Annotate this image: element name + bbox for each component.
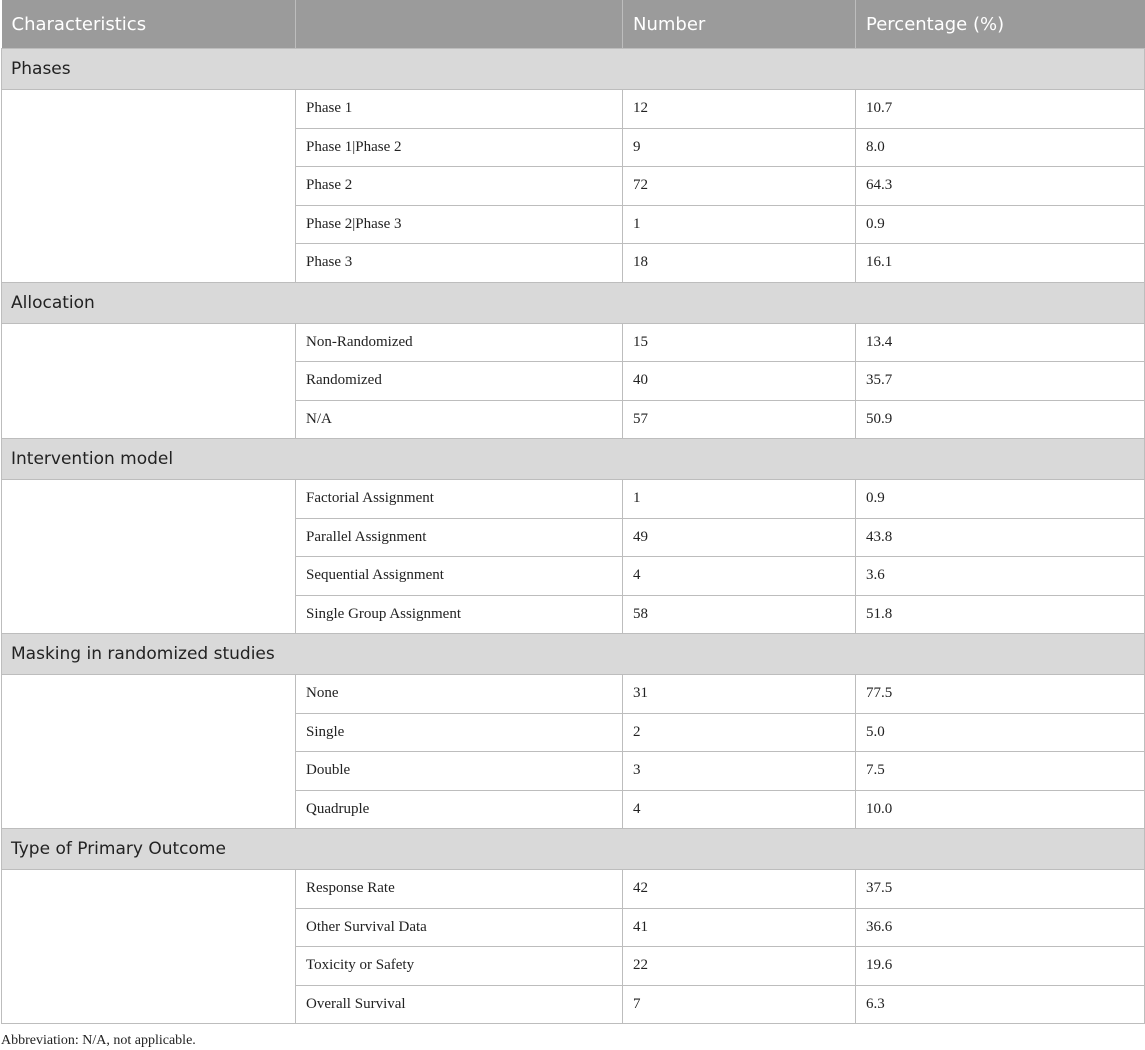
- row-number-cell: 42: [623, 870, 856, 909]
- header-subcategory: [296, 1, 623, 49]
- row-percentage-cell: 10.7: [856, 90, 1145, 129]
- table-row: [2, 675, 1145, 714]
- row-percentage-cell: 5.0: [856, 713, 1145, 752]
- row-number-cell: 40: [623, 362, 856, 401]
- row-number-cell: 18: [623, 244, 856, 283]
- row-label-cell: Other Survival Data: [296, 908, 623, 947]
- row-label-cell: Response Rate: [296, 870, 623, 909]
- group-title: Masking in randomized studies: [2, 634, 1145, 675]
- row-number-cell: 3: [623, 752, 856, 791]
- group-title: Allocation: [2, 282, 1145, 323]
- footnote: Abbreviation: N/A, not applicable.: [1, 1033, 196, 1048]
- row-percentage-cell: 43.8: [856, 518, 1145, 557]
- row-label-cell: Sequential Assignment: [296, 557, 623, 596]
- row-percentage-cell: 35.7: [856, 362, 1145, 401]
- row-number-cell: 4: [623, 790, 856, 829]
- header-characteristics: Characteristics: [2, 1, 296, 49]
- row-label-cell: Non-Randomized: [296, 323, 623, 362]
- row-percentage-cell: 16.1: [856, 244, 1145, 283]
- empty-category-cell: [2, 870, 296, 1024]
- row-percentage-cell: 3.6: [856, 557, 1145, 596]
- characteristics-table: [1, 0, 1145, 1024]
- row-label-cell: N/A: [296, 400, 623, 439]
- table-row: [2, 323, 1145, 362]
- row-percentage-cell: 36.6: [856, 908, 1145, 947]
- row-label-cell: Overall Survival: [296, 985, 623, 1024]
- row-number-cell: 9: [623, 128, 856, 167]
- table-body: [2, 49, 1145, 1024]
- header-row: [2, 1, 1145, 49]
- group-header-row: [2, 829, 1145, 870]
- row-label-cell: Randomized: [296, 362, 623, 401]
- table-row: [2, 870, 1145, 909]
- row-label-cell: None: [296, 675, 623, 714]
- row-number-cell: 57: [623, 400, 856, 439]
- header-number: Number: [623, 1, 856, 49]
- row-number-cell: 41: [623, 908, 856, 947]
- header-percentage: Percentage (%): [856, 1, 1145, 49]
- row-percentage-cell: 7.5: [856, 752, 1145, 791]
- row-number-cell: 4: [623, 557, 856, 596]
- row-label-cell: Quadruple: [296, 790, 623, 829]
- row-percentage-cell: 37.5: [856, 870, 1145, 909]
- row-percentage-cell: 19.6: [856, 947, 1145, 986]
- row-number-cell: 1: [623, 205, 856, 244]
- row-number-cell: 12: [623, 90, 856, 129]
- row-percentage-cell: 50.9: [856, 400, 1145, 439]
- row-number-cell: 49: [623, 518, 856, 557]
- row-number-cell: 2: [623, 713, 856, 752]
- row-number-cell: 7: [623, 985, 856, 1024]
- row-percentage-cell: 6.3: [856, 985, 1145, 1024]
- row-number-cell: 58: [623, 595, 856, 634]
- group-header-row: [2, 282, 1145, 323]
- row-percentage-cell: 13.4: [856, 323, 1145, 362]
- row-number-cell: 72: [623, 167, 856, 206]
- row-percentage-cell: 0.9: [856, 480, 1145, 519]
- row-percentage-cell: 0.9: [856, 205, 1145, 244]
- row-percentage-cell: 10.0: [856, 790, 1145, 829]
- row-number-cell: 1: [623, 480, 856, 519]
- row-label-cell: Phase 1: [296, 90, 623, 129]
- row-label-cell: Double: [296, 752, 623, 791]
- row-percentage-cell: 51.8: [856, 595, 1145, 634]
- empty-category-cell: [2, 90, 296, 283]
- empty-category-cell: [2, 675, 296, 829]
- row-label-cell: Phase 2: [296, 167, 623, 206]
- row-label-cell: Phase 3: [296, 244, 623, 283]
- row-percentage-cell: 77.5: [856, 675, 1145, 714]
- row-label-cell: Phase 1|Phase 2: [296, 128, 623, 167]
- row-label-cell: Single Group Assignment: [296, 595, 623, 634]
- group-header-row: [2, 439, 1145, 480]
- row-percentage-cell: 64.3: [856, 167, 1145, 206]
- group-header-row: [2, 634, 1145, 675]
- row-label-cell: Parallel Assignment: [296, 518, 623, 557]
- table-row: [2, 480, 1145, 519]
- row-label-cell: Factorial Assignment: [296, 480, 623, 519]
- empty-category-cell: [2, 323, 296, 439]
- row-label-cell: Toxicity or Safety: [296, 947, 623, 986]
- empty-category-cell: [2, 480, 296, 634]
- group-title: Phases: [2, 49, 1145, 90]
- row-percentage-cell: 8.0: [856, 128, 1145, 167]
- row-label-cell: Phase 2|Phase 3: [296, 205, 623, 244]
- table-row: [2, 90, 1145, 129]
- row-number-cell: 15: [623, 323, 856, 362]
- row-number-cell: 31: [623, 675, 856, 714]
- row-label-cell: Single: [296, 713, 623, 752]
- group-title: Intervention model: [2, 439, 1145, 480]
- group-title: Type of Primary Outcome: [2, 829, 1145, 870]
- group-header-row: [2, 49, 1145, 90]
- row-number-cell: 22: [623, 947, 856, 986]
